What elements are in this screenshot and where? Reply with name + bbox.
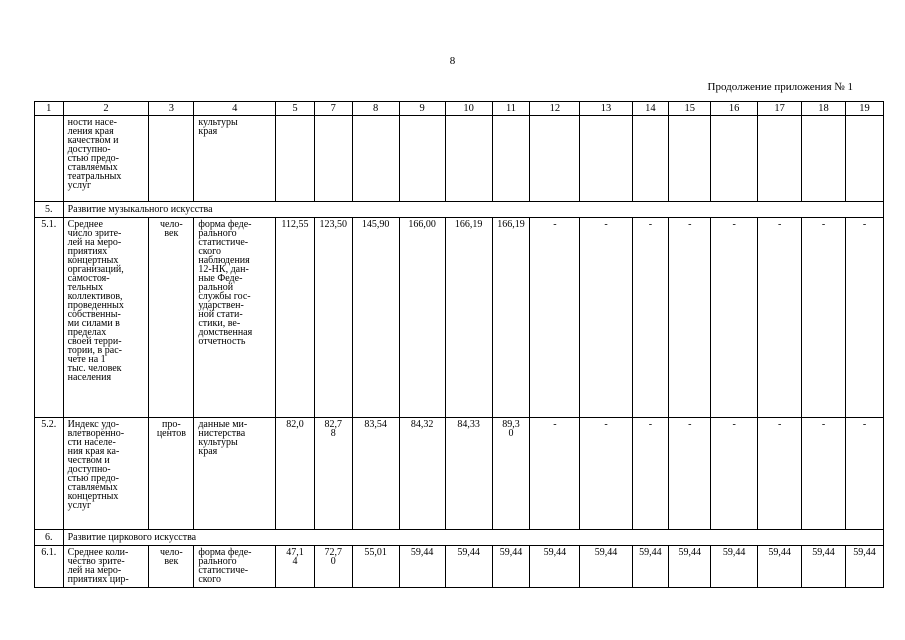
header-cell: 15 xyxy=(669,102,711,116)
value-cell: 84,32 xyxy=(399,418,445,530)
value-cell: - xyxy=(669,418,711,530)
header-cell: 1 xyxy=(35,102,64,116)
header-cell: 7 xyxy=(314,102,352,116)
value-cell xyxy=(399,116,445,202)
header-cell: 18 xyxy=(802,102,846,116)
value-cell: - xyxy=(530,418,580,530)
value-cell: - xyxy=(846,418,884,530)
value-cell: - xyxy=(711,418,758,530)
section-number: 5. xyxy=(35,202,64,218)
value-cell xyxy=(632,116,669,202)
section-row xyxy=(35,202,884,218)
value-cell: - xyxy=(711,218,758,418)
value-cell: 59,44 xyxy=(802,546,846,588)
value-cell xyxy=(314,116,352,202)
value-cell: 145,90 xyxy=(352,218,399,418)
header-cell: 2 xyxy=(63,102,149,116)
continuation-label: Продолжение приложения № 1 xyxy=(707,81,853,93)
row-number xyxy=(35,116,64,202)
value-cell: - xyxy=(632,218,669,418)
data-source: форма феде- рального статистиче- ского xyxy=(194,546,276,588)
header-cell: 11 xyxy=(492,102,530,116)
header-cell: 8 xyxy=(352,102,399,116)
value-cell xyxy=(802,116,846,202)
value-cell: - xyxy=(846,218,884,418)
value-cell: 59,44 xyxy=(399,546,445,588)
value-cell: 123,50 xyxy=(314,218,352,418)
value-cell: 59,44 xyxy=(530,546,580,588)
value-cell xyxy=(580,116,632,202)
header-cell: 5 xyxy=(276,102,315,116)
page-number: 8 xyxy=(449,55,456,67)
value-cell: 84,33 xyxy=(445,418,492,530)
unit: чело- век xyxy=(149,546,194,588)
indicator-name: Среднее коли- чество зрите- лей на меро- приятиях цир- xyxy=(63,546,149,588)
value-cell xyxy=(530,116,580,202)
value-cell: 59,44 xyxy=(580,546,632,588)
value-cell: 59,44 xyxy=(632,546,669,588)
indicator-name: Индекс удо- влетворенно- сти населе- ния края ка- чеством и доступно- стью предо- ставляемых концертных услуг xyxy=(63,418,149,530)
table-row xyxy=(35,116,884,202)
table-row xyxy=(35,218,884,418)
value-cell xyxy=(276,116,315,202)
value-cell: - xyxy=(669,218,711,418)
value-cell: 59,44 xyxy=(846,546,884,588)
value-cell: 83,54 xyxy=(352,418,399,530)
value-cell xyxy=(846,116,884,202)
value-cell xyxy=(758,116,802,202)
data-source: данные ми- нистерства культуры края xyxy=(194,418,276,530)
value-cell: 59,44 xyxy=(669,546,711,588)
unit: про- центов xyxy=(149,418,194,530)
value-cell: - xyxy=(758,218,802,418)
value-cell: - xyxy=(530,218,580,418)
value-cell: 59,44 xyxy=(492,546,530,588)
value-cell: 59,44 xyxy=(445,546,492,588)
value-cell: - xyxy=(758,418,802,530)
section-row xyxy=(35,530,884,546)
value-cell: 166,00 xyxy=(399,218,445,418)
header-cell: 3 xyxy=(149,102,194,116)
header-cell: 14 xyxy=(632,102,669,116)
value-cell xyxy=(445,116,492,202)
value-cell: 166,19 xyxy=(492,218,530,418)
value-cell: - xyxy=(580,418,632,530)
value-cell: 72,7 0 xyxy=(314,546,352,588)
unit: чело- век xyxy=(149,218,194,418)
header-cell: 12 xyxy=(530,102,580,116)
data-source: форма феде- рального статистиче- ского наблюдения 12-НК, дан- ные Феде- ральной службы гос- ударствен- ной стати- стики, ве- домственная отчетность xyxy=(194,218,276,418)
header-row xyxy=(35,102,884,116)
value-cell: - xyxy=(802,218,846,418)
value-cell: 59,44 xyxy=(758,546,802,588)
header-cell: 10 xyxy=(445,102,492,116)
unit xyxy=(149,116,194,202)
section-number: 6. xyxy=(35,530,64,546)
value-cell xyxy=(669,116,711,202)
value-cell: 55,01 xyxy=(352,546,399,588)
table-row xyxy=(35,418,884,530)
value-cell: - xyxy=(802,418,846,530)
header-cell: 9 xyxy=(399,102,445,116)
value-cell: 47,1 4 xyxy=(276,546,315,588)
value-cell xyxy=(711,116,758,202)
row-number: 5.1. xyxy=(35,218,64,418)
indicators-table xyxy=(34,101,884,588)
value-cell: 59,44 xyxy=(711,546,758,588)
value-cell xyxy=(352,116,399,202)
value-cell: 89,3 0 xyxy=(492,418,530,530)
value-cell: 82,7 8 xyxy=(314,418,352,530)
indicator-name: ности насе- ления края качеством и доступно- стью предо- ставляемых театральных услуг xyxy=(63,116,149,202)
header-cell: 16 xyxy=(711,102,758,116)
section-title: Развитие музыкального искусства xyxy=(63,202,883,218)
value-cell: - xyxy=(580,218,632,418)
header-cell: 19 xyxy=(846,102,884,116)
indicator-name: Среднее число зрите- лей на меро- приятиях концертных организаций, самостоя- тельных коллективов, проведенных собственны- ми силами в пределах своей терри- тории, в рас- чете на 1 тыс. человек населения xyxy=(63,218,149,418)
header-cell: 17 xyxy=(758,102,802,116)
value-cell: - xyxy=(632,418,669,530)
section-title: Развитие циркового искусства xyxy=(63,530,883,546)
value-cell xyxy=(492,116,530,202)
header-cell: 4 xyxy=(194,102,276,116)
value-cell: 166,19 xyxy=(445,218,492,418)
header-cell: 13 xyxy=(580,102,632,116)
value-cell: 112,55 xyxy=(276,218,315,418)
row-number: 6.1. xyxy=(35,546,64,588)
value-cell: 82,0 xyxy=(276,418,315,530)
data-source: культуры края xyxy=(194,116,276,202)
table-row xyxy=(35,546,884,588)
row-number: 5.2. xyxy=(35,418,64,530)
